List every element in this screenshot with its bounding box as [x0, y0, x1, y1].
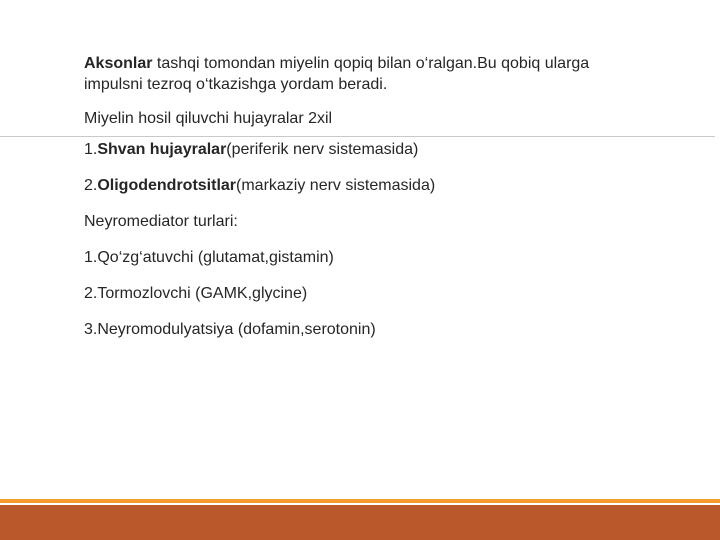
list-item-number: 2. [84, 177, 98, 194]
list-item-number: 1. [84, 141, 98, 158]
footer-accent-line [0, 499, 720, 503]
footer-bar [0, 505, 720, 540]
list-item-oligodendrocytes [84, 175, 644, 196]
oligodendrocytes-location: (markaziy nerv sistemasida) [236, 177, 436, 194]
axon-paragraph [84, 53, 644, 95]
list-item-excitatory: 1.Qo‘zg‘atuvchi (glutamat,gistamin) [84, 249, 334, 266]
list-item-schwann [84, 139, 644, 160]
slide-body [84, 53, 644, 340]
myelin-cells-heading: Miyelin hosil qiluvchi hujayralar 2xil [84, 110, 333, 127]
schwann-term: Shvan hujayralar [97, 141, 227, 158]
schwann-location: (periferik nerv sistemasida) [226, 141, 419, 158]
axon-description: tashqi tomondan miyelin qopiq bilan o‘ralgan.Bu qobiq ularga impulsni tezroq o‘tkazishga yordam beradi. [84, 55, 590, 93]
neurotransmitter-types-heading: Neyromediator turlari: [84, 213, 238, 230]
list-item-neuromodulation: 3.Neyromodulyatsiya (dofamin,serotonin) [84, 321, 376, 338]
list-item-inhibitory: 2.Tormozlovchi (GAMK,glycine) [84, 285, 308, 302]
axon-term: Aksonlar [84, 55, 153, 72]
oligodendrocytes-term: Oligodendrotsitlar [97, 177, 237, 194]
